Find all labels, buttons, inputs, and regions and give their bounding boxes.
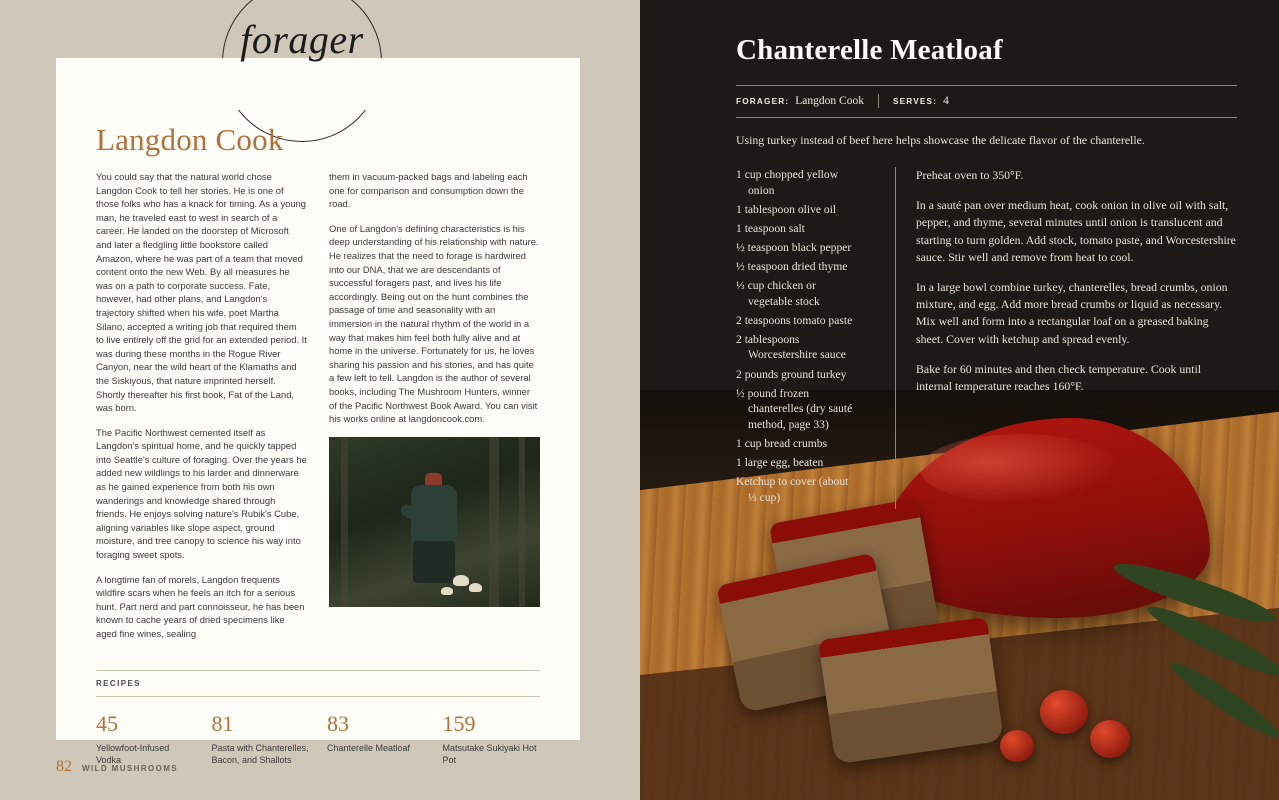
recipe-name: Matsutake Sukiyaki Hot Pot: [442, 742, 537, 766]
meta-separator: [878, 94, 879, 108]
bio-paragraph: them in vacuum-packed bags and labeling each one for comparison and consumption down the road.: [329, 171, 528, 210]
bio-columns: [96, 170, 540, 652]
ingredient-item: ½ teaspoon dried thyme: [736, 259, 848, 273]
ingredient-item: ½ teaspoon black pepper: [736, 240, 852, 254]
ingredient-item: 2 teaspoons tomato paste: [736, 313, 853, 327]
ingredient-text: ½ pound frozen: [736, 386, 810, 400]
ingredients-list: [736, 167, 896, 509]
page-title: Langdon Cook: [96, 122, 284, 157]
folio-book-title: WILD MUSHROOMS: [82, 764, 179, 773]
ingredient-text-cont: Worcestershire sauce: [748, 348, 846, 362]
list-item[interactable]: [96, 710, 194, 767]
recipes-divider-top: [96, 670, 540, 671]
directions-list: [896, 167, 1237, 509]
forager-badge-label: forager: [240, 17, 364, 62]
bio-paragraph: One of Langdon's defining characteristics is his deep understanding of his relationship with nature. He realizes that the need to forage is hardwired into our DNA, that we are descendants of successful foragers past, and lives his life accordingly. Being out on the hunt combines the passage of time and seasonality with an immersion in the natural rhythm of the world in a way that makes him feel both fully alive and at home in the universe. Fortunately for us, he loves sharing his passion and his stories, and has quite a few left to tell. Langdon is the author of several books, including The Mushroom Hunters, winner of the Pacific Northwest Book Award. You can visit his works online at langdoncook.com.: [329, 222, 539, 425]
direction-step: Preheat oven to 350°F.: [916, 168, 1024, 182]
list-item[interactable]: [442, 710, 541, 767]
recipe-content: [640, 0, 1279, 504]
recipe-name: Pasta with Chanterelles, Bacon, and Shallots: [211, 742, 309, 766]
list-item[interactable]: [211, 710, 310, 767]
recipe-name: Chanterelle Meatloaf: [327, 742, 411, 753]
direction-step: Bake for 60 minutes and then check temperature. Cook until internal temperature reaches 160°F.: [916, 361, 1202, 394]
serves-label: SERVES:: [892, 96, 938, 106]
ingredient-text: ⅓ cup chicken or: [736, 279, 816, 293]
bio-paragraph: You could say that the natural world chose Langdon Cook to tell her stories. He is one of those folks who has a knack for timing. As a young man, he traveled east to west in search of a career. He landed on the doorstep of Microsoft and later a fledgling little bookstore called Amazon, where he was part of a team that moved content onto the new Web. By all measures he was on a path to corporate success. Fate, however, had other plans, and Langdon's trajectory shifted when his wife, poet Martha Silano, accepted a writing job that required them to live entirely off the grid for an extended period. It was during these months in the Rogue River Canyon, near the wild heart of the Klamaths and the Siskiyous, that nature imprinted herself. Shortly thereafter his first book, Fat of the Land, was born.: [96, 171, 307, 414]
recipe-meta-divider-bottom: [736, 117, 1237, 118]
ingredient-item: [736, 386, 879, 433]
recipe-heading: Chanterelle Meatloaf: [736, 34, 1003, 66]
recipe-index-list: [96, 710, 540, 767]
bio-column-two: [329, 170, 540, 652]
recipe-meta: [736, 86, 1237, 117]
recipes-divider-bottom: [96, 696, 540, 697]
ingredient-text-cont: vegetable stock: [748, 294, 820, 308]
recipe-page-number: 45: [96, 710, 118, 736]
recipes-section-label: RECIPES: [96, 678, 141, 688]
roasted-tomato: [1090, 720, 1130, 758]
forager-label: FORAGER:: [736, 96, 790, 106]
ingredient-item: 1 tablespoon olive oil: [736, 202, 837, 216]
recipe-page-number: 81: [211, 710, 234, 736]
ingredient-text-cont: ⅓ cup): [748, 490, 781, 504]
ingredient-item: [736, 332, 879, 363]
left-page-content: [56, 58, 580, 766]
ingredient-item: 1 large egg, beaten: [736, 456, 824, 469]
recipe-name: Yellowfoot-Infused Vodka: [96, 742, 170, 766]
bio-column-one: [96, 170, 307, 652]
recipe-page-number: 83: [327, 710, 349, 736]
ingredient-text: 1 cup chopped yellow: [736, 168, 839, 181]
ingredient-item: [736, 474, 879, 505]
bio-paragraph: A longtime fan of morels, Langdon frequents wildfire scars when he feels an itch for a serious hunt. Part nerd and part connoisseur, he has been known to cache years of dried specimens like aged fine wines, sealing: [96, 573, 305, 639]
ingredient-text: Ketchup to cover (about: [736, 475, 849, 489]
folio-page-number: 82: [56, 758, 72, 775]
direction-step: In a large bowl combine turkey, chanterelles, bread crumbs, onion mixture, and egg. Add more bread crumbs or liquid as necessary. Mix well and form into a rectangular loaf on a greased baking sheet. Cover with ketchup and spread evenly.: [916, 280, 1228, 346]
meatloaf-slice: [818, 617, 1004, 764]
forager-portrait-photo: [329, 437, 540, 607]
right-page: [640, 0, 1279, 800]
ingredient-item: 1 cup bread crumbs: [736, 436, 828, 450]
recipe-intro: Using turkey instead of beef here helps showcase the delicate flavor of the chanterelle.: [736, 133, 1145, 147]
direction-step: In a sauté pan over medium heat, cook onion in olive oil with salt, pepper, and thyme, several minutes until onion is translucent and starting to turn golden. Add stock, tomato paste, and Worcestershire sauce. Stir well and remove from heat to cool.: [916, 198, 1236, 264]
ingredient-item: [736, 278, 879, 309]
recipe-page-number: 159: [442, 710, 476, 736]
roasted-tomato: [1000, 730, 1034, 762]
list-item[interactable]: [327, 710, 425, 767]
bio-paragraph: The Pacific Northwest cemented itself as Langdon's spiritual home, and he quickly tapped into Seattle's culture of foraging. Over the years he added new wildlings to his larder and dinnerware as he gained experience from both his own wanderings and knowledge shared through friends. He enjoys solving nature's Rubik's Cube, aligning variables like slope aspect, ground moisture, and tree canopy to science his way into foraging sweet spots.: [96, 426, 307, 561]
ingredient-text-cont: onion: [748, 183, 775, 197]
serves-value: 4: [943, 95, 949, 107]
ingredient-item: 1 teaspoon salt: [736, 221, 805, 235]
ingredient-text-cont: chanterelles (dry sauté method, page 33): [748, 402, 853, 431]
recipe-body: [736, 167, 1237, 509]
ingredient-item: [736, 167, 879, 198]
roasted-tomato: [1040, 690, 1088, 734]
forager-value: Langdon Cook: [795, 95, 864, 107]
ingredient-item: 2 pounds ground turkey: [736, 367, 847, 381]
ingredient-text: 2 tablespoons: [736, 332, 800, 346]
